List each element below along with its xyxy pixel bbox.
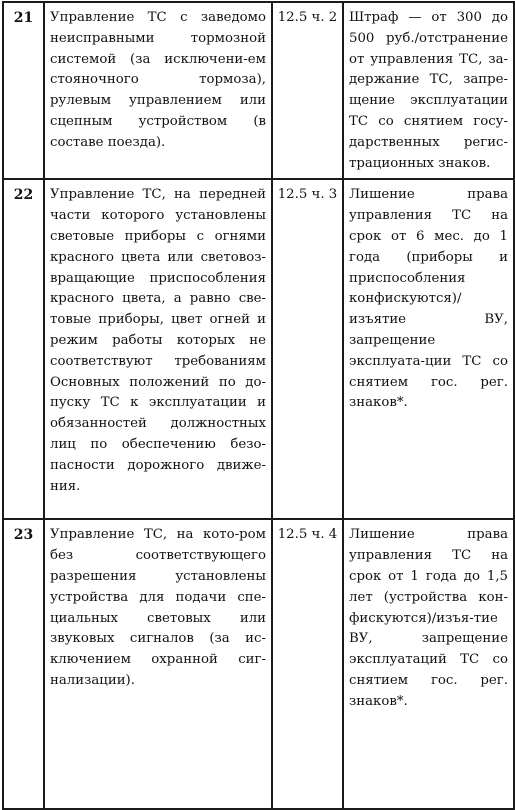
offense-description: Управление ТС, на кото-ром без соответствующего разрешения установлены устройства для подачи спе-циальных световых или звуковых сигналов (за ис-ключением охранной сиг-нализации). — [44, 519, 272, 809]
penalty-text: Лишение права управления ТС на срок от 6 мес. до 1 года (приборы и приспособления конфискуются)/изъятие ВУ, запрещение эксплуата-ции ТС со снятием гос. рег. знаков*. — [343, 179, 514, 519]
table-row — [3, 2, 514, 179]
article-reference: 12.5 ч. 2 — [272, 2, 343, 179]
row-number: 21 — [3, 2, 44, 179]
table-row — [3, 519, 514, 809]
row-number: 22 — [3, 179, 44, 519]
penalty-text: Лишение права управления ТС на срок от 1 года до 1,5 лет (устройства кон-фискуются)/изъя-тие ВУ, запрещение эксплуатаций ТС со снятием гос. рег. знаков*. — [343, 519, 514, 809]
offense-description: Управление ТС, на передней части которого установлены световые приборы с огнями красного цвета или световоз-вращающие приспособления красного цвета, а равно све-товые приборы, цвет огней и режим работы которых не соответствуют требованиям Основных положений по до-пуску ТС к эксплуатации и обязанностей должностных лиц по обеспечению безо-пасности дорожного движе-ния. — [44, 179, 272, 519]
offense-description: Управление ТС с заведомо неисправными тормозной системой (за исключени-ем стояночного тормоза), рулевым управлением или сцепным устройством (в составе поезда). — [44, 2, 272, 179]
table-row — [3, 179, 514, 519]
penalty-text: Штраф — от 300 до 500 руб./отстранение от управления ТС, за-держание ТС, запре-щение эксплуатации ТС со снятием госу-дарственных регис-трационных знаков. — [343, 2, 514, 179]
article-reference: 12.5 ч. 4 — [272, 519, 343, 809]
row-number: 23 — [3, 519, 44, 809]
article-reference: 12.5 ч. 3 — [272, 179, 343, 519]
penalties-table — [2, 1, 515, 810]
